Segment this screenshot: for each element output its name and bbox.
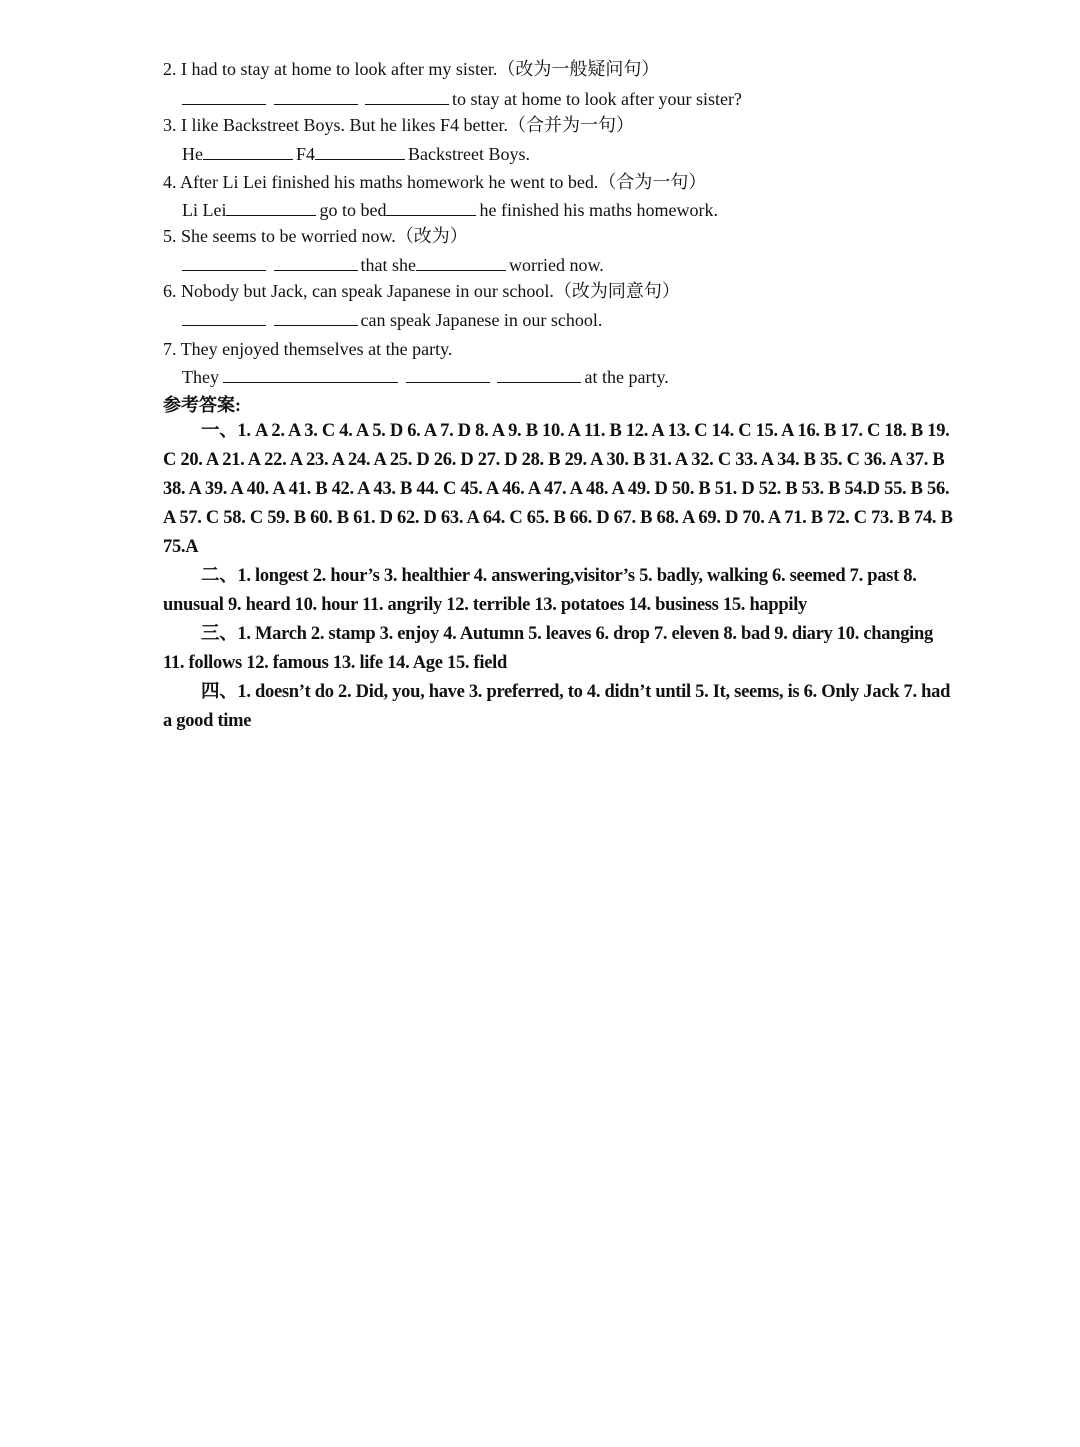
answer-text: to stay at home to look after your sister? bbox=[452, 89, 742, 109]
answer-text: can speak Japanese in our school. bbox=[360, 310, 603, 330]
answer-text: go to bed bbox=[319, 200, 387, 220]
question-2: 2. I had to stay at home to look after my sister.（改为一般疑问句） bbox=[163, 59, 660, 79]
answer-text: he finished his maths homework. bbox=[479, 200, 718, 220]
answer-line-5 bbox=[182, 253, 604, 277]
answers-part-3: 三、1. March 2. stamp 3. enjoy 4. Autumn 5. leaves 6. drop 7. eleven 8. bad 9. diary 10. changing 11. follows 12. famous 13. life 14. Age 15. field bbox=[163, 624, 933, 673]
blank bbox=[203, 145, 293, 160]
answers-title: 参考答案: bbox=[163, 395, 241, 415]
blank bbox=[274, 90, 358, 105]
blank bbox=[182, 90, 266, 105]
blank bbox=[182, 311, 266, 326]
blank bbox=[274, 311, 358, 326]
blank bbox=[226, 201, 316, 216]
question-7: 7. They enjoyed themselves at the party. bbox=[163, 339, 453, 359]
answer-line-4 bbox=[182, 198, 718, 222]
answer-text: He bbox=[182, 144, 203, 164]
question-5: 5. She seems to be worried now.（改为） bbox=[163, 226, 468, 246]
answer-text: that she bbox=[360, 255, 416, 275]
answers-part-2: 二、1. longest 2. hour’s 3. healthier 4. answering,visitor’s 5. badly, walking 6. seemed 7. past 8. unusual 9. heard 10. hour 11. angrily 12. terrible 13. potatoes 14. business 15. happily bbox=[163, 566, 917, 615]
blank bbox=[416, 256, 506, 271]
answer-text: worried now. bbox=[509, 255, 604, 275]
answer-text: F4 bbox=[296, 144, 316, 164]
answers-block bbox=[163, 417, 953, 736]
answer-line-7 bbox=[182, 365, 669, 389]
question-4: 4. After Li Lei finished his maths homework he went to bed.（合为一句） bbox=[163, 172, 707, 192]
blank bbox=[406, 368, 490, 383]
answer-text: Li Lei bbox=[182, 200, 227, 220]
answer-text: They bbox=[182, 367, 219, 387]
blank bbox=[497, 368, 581, 383]
question-3: 3. I like Backstreet Boys. But he likes F4 better.（合并为一句） bbox=[163, 115, 634, 135]
answers-part-1: 一、1. A 2. A 3. C 4. A 5. D 6. A 7. D 8. A 9. B 10. A 11. B 12. A 13. C 14. C 15. A 16. B 17. C 18. B 19. C 20. A 21. A 22. A 23. A 24. A 25. D 26. D 27. D 28. B 29. A 30. B 31. A 32. C 33. A 34. B 35. C 36. A 37. B 38. A 39. A 40. A 41. B 42. A 43. B 44. C 45. A 46. A 47. A 48. A 49. D 50. B 51. D 52. B 53. B 54.D 55. B 56. A 57. C 58. C 59. B 60. B 61. D 62. D 63. A 64. C 65. B 66. D 67. B 68. A 69. D 70. A 71. B 72. C 73. B 74. B 75.A bbox=[163, 421, 953, 557]
blank bbox=[274, 256, 358, 271]
answer-line-3 bbox=[182, 142, 530, 166]
answer-line-6 bbox=[182, 308, 602, 332]
answer-text: Backstreet Boys. bbox=[408, 144, 530, 164]
answer-line-2 bbox=[182, 87, 742, 111]
blank bbox=[365, 90, 449, 105]
blank bbox=[386, 201, 476, 216]
blank bbox=[182, 256, 266, 271]
blank bbox=[223, 368, 398, 383]
answers-part-4: 四、1. doesn’t do 2. Did, you, have 3. preferred, to 4. didn’t until 5. It, seems, is 6. Only Jack 7. had a good time bbox=[163, 682, 951, 731]
question-6: 6. Nobody but Jack, can speak Japanese in our school.（改为同意句） bbox=[163, 281, 680, 301]
answer-text: at the party. bbox=[584, 367, 669, 387]
blank bbox=[315, 145, 405, 160]
